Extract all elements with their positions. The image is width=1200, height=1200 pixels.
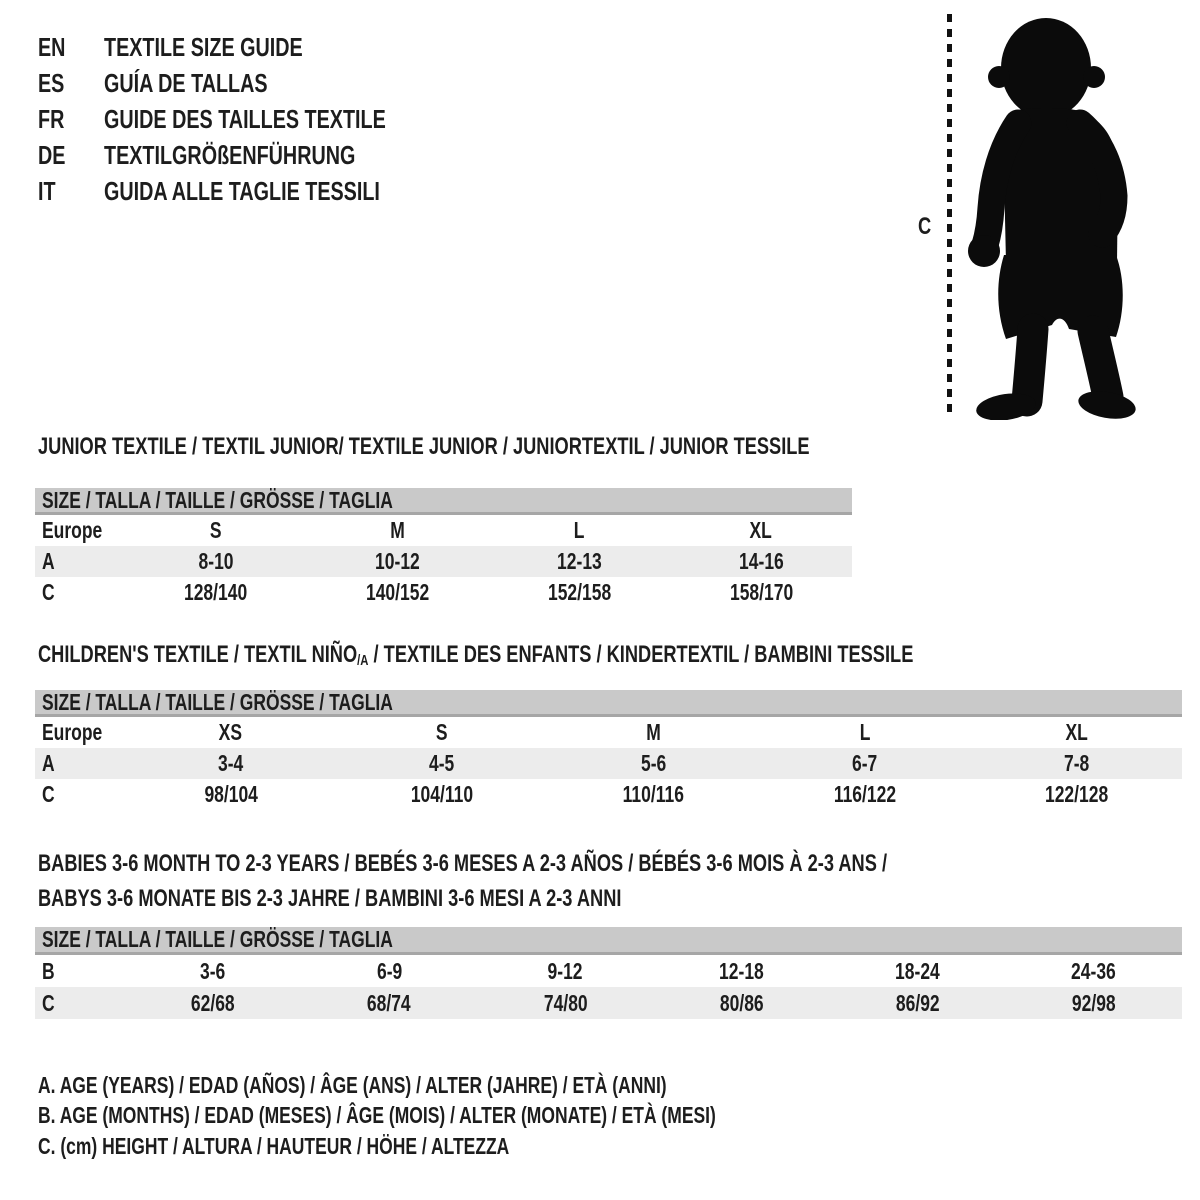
guide-title-fr: GUIDE DES TAILLES TEXTILE (104, 103, 386, 134)
guide-title-de: TEXTILGRÖßENFÜHRUNG (104, 139, 356, 170)
language-row-it (38, 173, 475, 209)
table-cell: 140/152 (366, 579, 430, 605)
table-cell: 24-36 (1071, 957, 1117, 984)
children-section-title: CHILDREN'S TEXTILE / TEXTIL NIÑO/A / TEXTILE DES ENFANTS / KINDERTEXTIL / BAMBINI TESSILE (38, 641, 914, 669)
guide-title-es: GUÍA DE TALLAS (104, 68, 268, 99)
table-cell: 116/122 (833, 781, 896, 807)
table-cell: 62/68 (191, 989, 235, 1016)
babies-size-header-bar: SIZE / TALLA / TAILLE / GRÖSSE / TAGLIA (35, 927, 1182, 955)
language-row-fr (38, 102, 475, 138)
height-measure-dashed-line (947, 14, 952, 418)
table-cell: 152/158 (547, 579, 611, 605)
row-label: A (42, 750, 55, 776)
table-cell: 6-9 (376, 957, 402, 984)
nino-a-subscript: /A (357, 652, 369, 669)
language-row-es (38, 66, 475, 102)
table-cell: XL (749, 517, 773, 543)
children-row-age (35, 748, 1182, 779)
table-cell: 7-8 (1063, 750, 1089, 776)
junior-row-europe (35, 515, 852, 546)
children-row-height (35, 779, 1182, 810)
table-cell: S (210, 517, 222, 543)
children-row-europe (35, 717, 1182, 748)
table-cell: 80/86 (719, 989, 764, 1016)
footnote-age-years: A. AGE (YEARS) / EDAD (AÑOS) / ÂGE (ANS) / ALTER (JAHRE) / ETÀ (ANNI) (38, 1071, 667, 1098)
table-cell: 12-13 (557, 548, 602, 574)
table-cell: 10-12 (375, 548, 420, 574)
babies-row-height (35, 987, 1182, 1019)
language-code: EN (38, 32, 66, 63)
children-size-table (35, 717, 1182, 810)
language-code: FR (38, 103, 65, 134)
table-cell: 3-6 (200, 957, 226, 984)
table-cell: 14-16 (738, 548, 784, 574)
table-cell: XL (1065, 719, 1088, 745)
table-cell: L (859, 719, 871, 745)
table-cell: XS (219, 719, 243, 745)
footnote-height-cm: C. (cm) HEIGHT / ALTURA / HAUTEUR / HÖHE / ALTEZZA (38, 1132, 510, 1159)
language-code: ES (38, 68, 65, 99)
guide-title-it: GUIDA ALLE TAGLIE TESSILI (104, 175, 380, 206)
table-cell: 6-7 (852, 750, 878, 776)
table-cell: 74/80 (543, 989, 588, 1016)
footnote-age-months: B. AGE (MONTHS) / EDAD (MESES) / ÂGE (MOIS) / ALTER (MONATE) / ETÀ (MESI) (38, 1102, 716, 1129)
junior-row-age (35, 546, 852, 577)
junior-section-title: JUNIOR TEXTILE / TEXTIL JUNIOR/ TEXTILE JUNIOR / JUNIORTEXTIL / JUNIOR TESSILE (38, 433, 810, 460)
table-cell: 9-12 (547, 957, 583, 984)
table-cell: 98/104 (203, 781, 258, 807)
table-cell: 128/140 (184, 579, 248, 605)
table-cell: 4-5 (429, 750, 455, 776)
table-cell: S (436, 719, 448, 745)
table-cell: M (646, 719, 661, 745)
row-label: Europe (42, 517, 103, 543)
guide-title-en: TEXTILE SIZE GUIDE (104, 32, 303, 63)
row-label: C (42, 781, 55, 807)
table-cell: 8-10 (198, 548, 234, 574)
height-measure-label: C (918, 213, 932, 240)
junior-size-header-bar: SIZE / TALLA / TAILLE / GRÖSSE / TAGLIA (35, 488, 852, 515)
language-code: IT (38, 175, 56, 206)
table-cell: 12-18 (719, 957, 764, 984)
toddler-silhouette-icon (956, 10, 1142, 420)
babies-section-title: BABIES 3-6 MONTH TO 2-3 YEARS / BEBÉS 3-6 MESES A 2-3 AÑOS / BÉBÉS 3-6 MOIS À 2-3 ANS / BABYS 3-6 MONATE BIS 2-3 JAHRE / BAMBINI 3-6 MESI A 2-3 ANNI (38, 850, 888, 912)
table-cell: 110/116 (622, 781, 685, 807)
row-label: B (42, 957, 55, 984)
table-cell: M (390, 517, 405, 543)
table-cell: 68/74 (367, 989, 412, 1016)
language-title-list (38, 30, 475, 209)
row-label: Europe (42, 719, 103, 745)
legend-footnotes (38, 1070, 930, 1162)
babies-row-months (35, 955, 1182, 987)
table-cell: 158/170 (729, 579, 793, 605)
table-cell: 18-24 (895, 957, 941, 984)
table-cell: L (574, 517, 585, 543)
junior-size-table (35, 515, 852, 608)
children-size-header-bar: SIZE / TALLA / TAILLE / GRÖSSE / TAGLIA (35, 690, 1182, 717)
row-label: C (42, 579, 55, 605)
language-row-en (38, 30, 475, 66)
table-cell: 122/128 (1044, 781, 1108, 807)
language-row-de (38, 137, 475, 173)
table-cell: 5-6 (640, 750, 667, 776)
table-cell: 104/110 (410, 781, 474, 807)
row-label: A (42, 548, 55, 574)
table-cell: 3-4 (218, 750, 244, 776)
babies-size-table (35, 955, 1182, 1019)
language-code: DE (38, 139, 66, 170)
table-cell: 86/92 (895, 989, 940, 1016)
table-cell: 92/98 (1072, 989, 1116, 1016)
row-label: C (42, 989, 55, 1016)
junior-row-height (35, 577, 852, 608)
